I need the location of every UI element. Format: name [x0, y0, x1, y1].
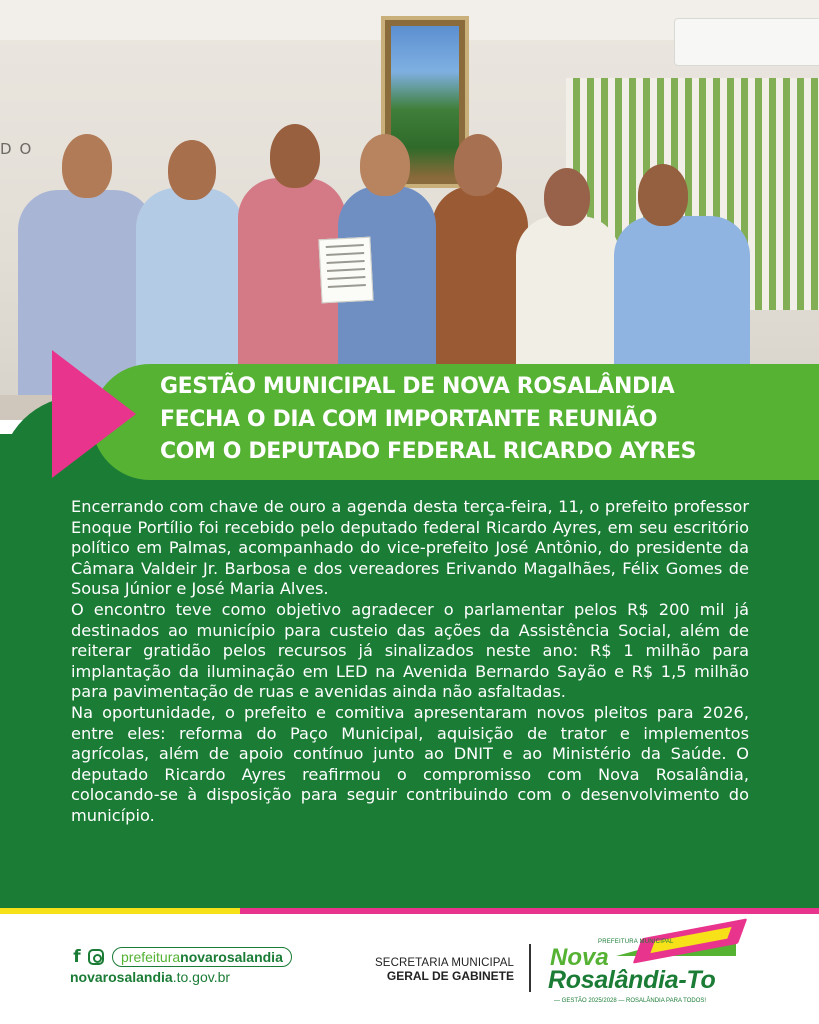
play-arrow-icon	[52, 350, 136, 478]
secretaria-line-1: SECRETARIA MUNICIPAL	[375, 957, 514, 969]
handle-prefix: prefeitura	[121, 949, 181, 965]
site-name: novarosalandia	[70, 969, 173, 985]
social-links	[70, 947, 292, 967]
headline	[160, 371, 800, 469]
footer-divider	[529, 944, 531, 992]
municipality-logo	[546, 920, 756, 1016]
article-body	[71, 497, 749, 827]
headline-line: GESTÃO MUNICIPAL DE NOVA ROSALÂNDIA	[160, 374, 675, 399]
instagram-icon[interactable]	[88, 949, 104, 965]
paragraph: O encontro teve como objetivo agradecer o parlamentar pelos R$ 200 mil já destinados ao município para custeio das ações da Assistência Social, além de reiterar gratidão pelos recursos já sinalizados neste ano: R$ 1 milhão para implantação da iluminação em LED na Avenida Bernardo Sayão e R$ 1,5 milhão para pavimentação de ruas e avenidas ainda não asfaltadas.	[71, 599, 749, 702]
logo-tagline: — GESTÃO 2025/2028 — ROSALÂNDIA PARA TODOS!	[554, 998, 707, 1004]
paragraph: Encerrando com chave de ouro a agenda desta terça-feira, 11, o prefeito professor Enoque Portílio foi recebido pelo deputado federal Ricardo Ayres, em seu escritório político em Palmas, acompanhado do vice-prefeito José Antônio, do presidente da Câmara Valdeir Jr. Barbosa e dos vereadores Erivando Magalhães, Félix Gomes de Sousa Júnior e José Maria Alves.	[71, 497, 749, 599]
air-conditioner	[674, 18, 819, 66]
website-link[interactable]	[70, 969, 230, 985]
site-domain: .to.gov.br	[172, 969, 231, 985]
secretaria-line-2: GERAL DE GABINETE	[386, 969, 514, 983]
footer	[0, 914, 819, 1024]
signed-document	[318, 237, 373, 304]
headline-line: COM O DEPUTADO FEDERAL RICARDO AYRES	[160, 439, 697, 464]
logo-prefeitura: PREFEITURA MUNICIPAL	[598, 939, 674, 945]
wall-lettering: DO	[0, 140, 40, 158]
logo-nova: Nova	[550, 944, 609, 971]
social-handle[interactable]	[112, 947, 292, 967]
logo-rosalandia: Rosalândia-To	[548, 966, 716, 994]
secretaria-label	[374, 957, 514, 983]
headline-line: FECHA O DIA COM IMPORTANTE REUNIÃO	[160, 406, 658, 432]
paragraph: Na oportunidade, o prefeito e comitiva apresentaram novos pleitos para 2026, entre eles: reforma do Paço Municipal, aquisição de trator e implementos agrícolas, além de apoio contínuo junto ao DNIT e ao Ministério da Saúde. O deputado Ricardo Ayres reafirmou o compromisso com Nova Rosalândia, colocando-se à disposição para seguir contribuindo com o desenvolvimento do município.	[71, 702, 749, 825]
handle-name: novarosalandia	[180, 949, 283, 965]
facebook-icon[interactable]: f	[73, 947, 81, 967]
